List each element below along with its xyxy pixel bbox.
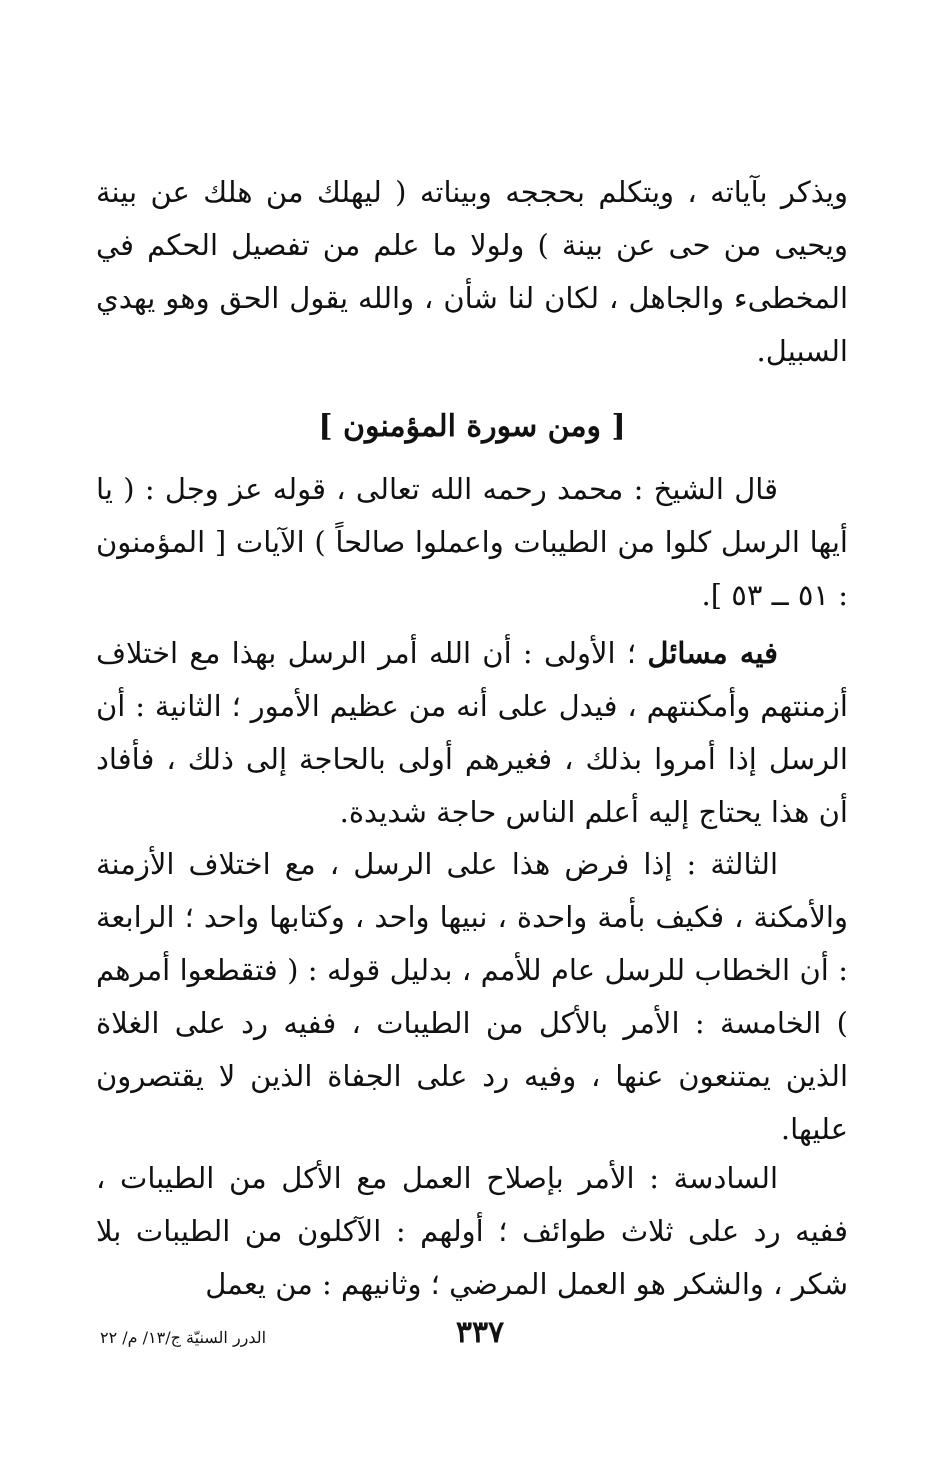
paragraph-body: ؛ الأولى : أن الله أمر الرسل بهذا مع اختلاف أزمنتهم وأمكنتهم ، فيدل على أنه من عظيم الأمور ؛ الثانية : أن الرسل إذا أمروا بذلك ، فغيرهم أولى بالحاجة إلى ذلك ، فأفاد أن هذا يحتاج إليه أعلم الناس حاجة شديدة. xyxy=(96,636,848,829)
paragraph-text: ويذكر بآياته ، ويتكلم بحججه وبيناته ( ليهلك من هلك عن بينة ويحيى من حى عن بينة ) ولولا ما علم من تفصيل الحكم في المخطىء والجاهل ، لكان لنا شأن ، والله يقول الحق وهو يهدي السبيل. xyxy=(96,175,848,368)
paragraph-text: الثالثة : إذا فرض هذا على الرسل ، مع اختلاف الأزمنة والأمكنة ، فكيف بأمة واحدة ، نبيها واحد ، وكتابها واحد ؛ الرابعة : أن الخطاب للرسل عام للأمم ، بدليل قوله : ( فتقطعوا أمرهم ) الخامسة : الأمر بالأكل من الطيبات ، ففيه رد على الغلاة الذين يمتنعون عنها ، وفيه رد على الجفاة الذين لا يقتصرون عليها. xyxy=(96,847,848,1146)
page-number: ٣٣٧ xyxy=(455,1315,505,1350)
bold-lead-phrase: فيه مسائل xyxy=(647,636,778,670)
paragraph-third-issue xyxy=(96,838,848,1156)
paragraph-text xyxy=(96,627,848,839)
paragraph-sixth-issue xyxy=(96,1152,848,1311)
paragraph-continuation xyxy=(96,166,848,378)
paragraph-text: السادسة : الأمر بإصلاح العمل مع الأكل من الطيبات ، ففيه رد على ثلاث طوائف ؛ أولهم : الآكلون من الطيبات بلا شكر ، والشكر هو العمل المرضي ؛ وثانيهم : من يعمل xyxy=(96,1161,848,1301)
footer-reference: الدرر السنيّة ج/١٣/ م/ ٢٢ xyxy=(100,1328,267,1347)
paragraph-shaykh-said xyxy=(96,463,848,622)
paragraph-issues xyxy=(96,627,848,839)
paragraph-text: قال الشيخ : محمد رحمه الله تعالى ، قوله عز وجل : ( يا أيها الرسل كلوا من الطيبات واعملوا صالحاً ) الآيات [ المؤمنون : ٥١ ــ ٥٣ ]. xyxy=(96,472,848,612)
section-heading: [ ومن سورة المؤمنون ] xyxy=(318,409,626,444)
